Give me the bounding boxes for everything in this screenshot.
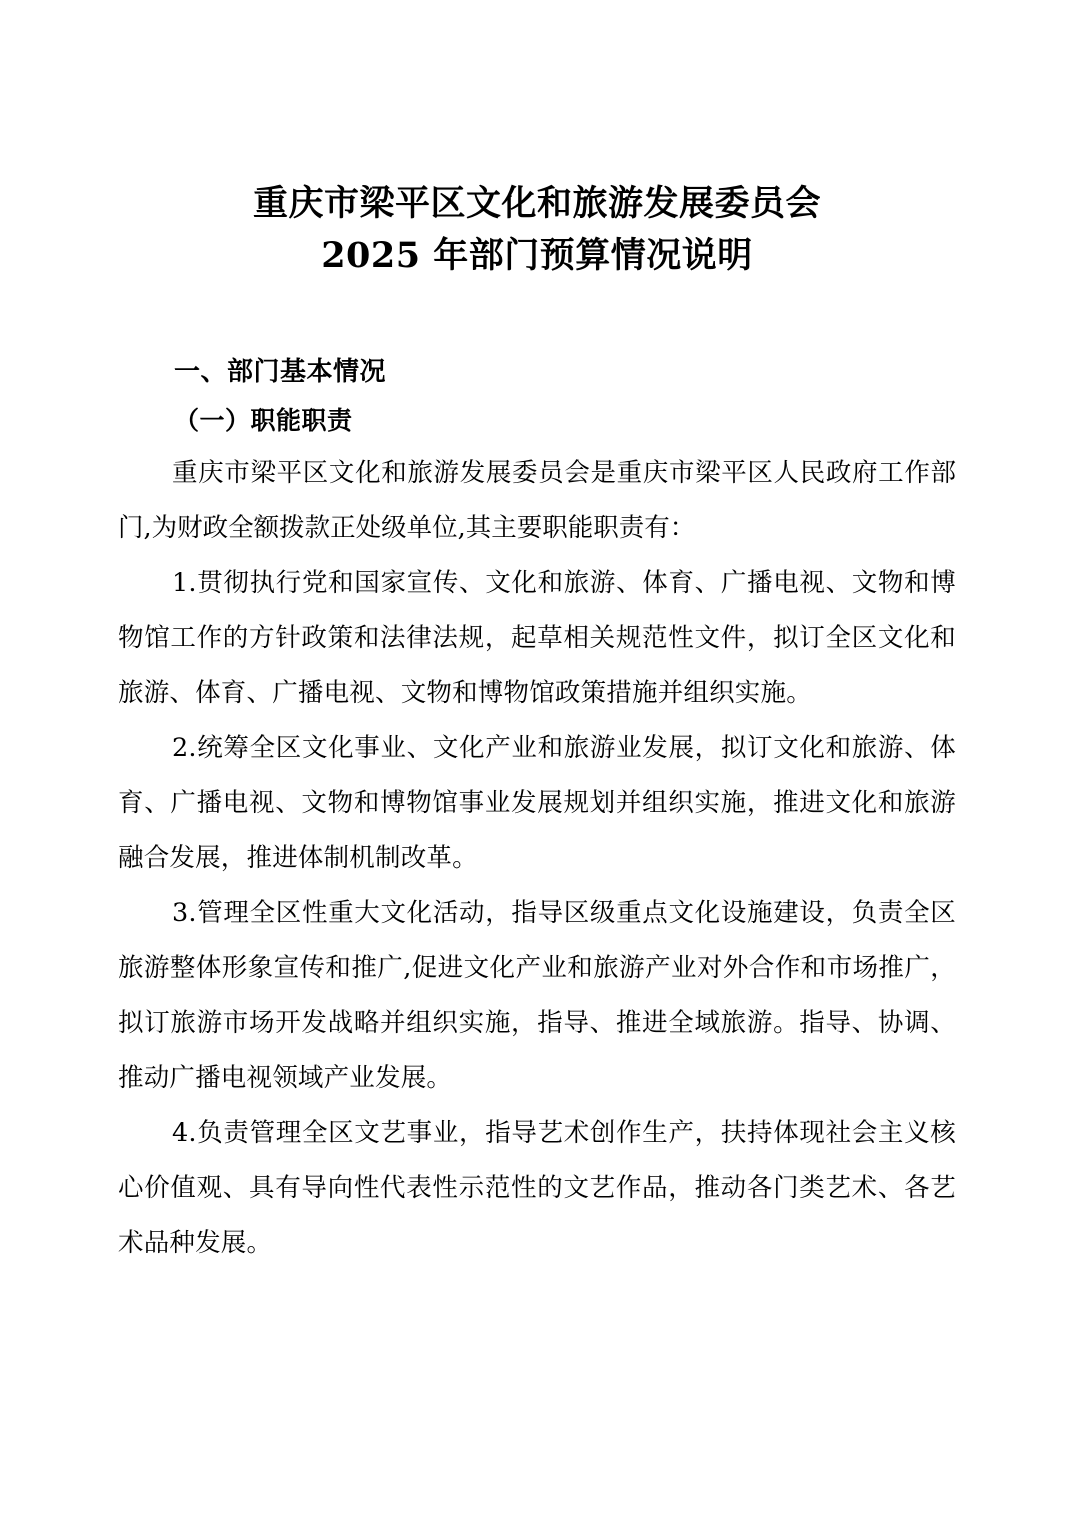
title-spacer <box>118 286 956 348</box>
paragraph-duty-1: 1.贯彻执行党和国家宣传、文化和旅游、体育、广播电视、文物和博物馆工作的方针政策和法律法规，起草相关规范性文件，拟订全区文化和旅游、体育、广播电视、文物和博物馆政策措施并组织实施。 <box>118 568 956 708</box>
paragraph-duty-4: 4.负责管理全区文艺事业，指导艺术创作生产，扶持体现社会主义核心价值观、具有导向性代表性示范性的文艺作品，推动各门类艺术、各艺术品种发展。 <box>118 1118 956 1258</box>
paragraph-intro: 重庆市梁平区文化和旅游发展委员会是重庆市梁平区人民政府工作部门,为财政全额拨款正处级单位,其主要职能职责有： <box>118 458 956 543</box>
section-heading-basic-info: 一、部门基本情况 <box>174 357 387 387</box>
paragraph-duty-2: 2.统筹全区文化事业、文化产业和旅游业发展，拟订文化和旅游、体育、广播电视、文物和博物馆事业发展规划并组织实施，推进文化和旅游融合发展，推进体制机制改革。 <box>118 733 956 873</box>
page-title <box>118 178 956 282</box>
paragraph-duty-3: 3.管理全区性重大文化活动，指导区级重点文化设施建设，负责全区旅游整体形象宣传和推广,促进文化产业和旅游产业对外合作和市场推广，拟订旅游市场开发战略并组织实施，指导、推进全域旅游。指导、协调、推动广播电视领域产业发展。 <box>118 898 956 1093</box>
subsection-heading-duties: （一）职能职责 <box>174 406 353 435</box>
page-title-line-1: 重庆市梁平区文化和旅游发展委员会 <box>252 183 821 224</box>
page-title-line-2: 2025 年部门预算情况说明 <box>321 235 753 276</box>
